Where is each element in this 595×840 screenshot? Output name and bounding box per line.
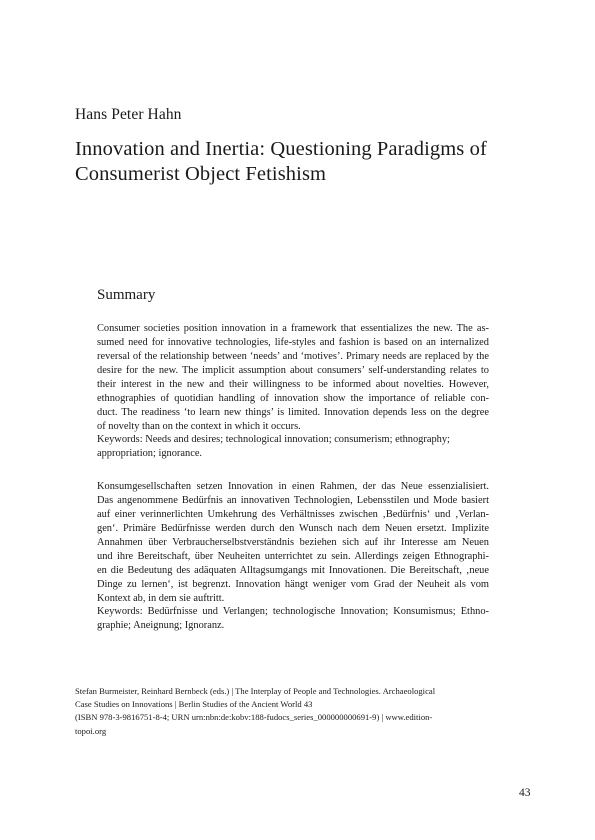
paper-title [75,137,535,187]
keywords-english [97,433,489,461]
text-line: Keywords: Needs and desires; technological innovation; consumerism; ethnography; [97,434,450,445]
text-line: sumed need for innovative technologies, life-styles and fashion is based on an internalized [97,337,489,349]
abstract-german-text [97,480,489,606]
keywords-german [97,605,489,633]
text-line: Keywords: Bedürfnisse und Verlangen; technologische Innovation; Konsumismus; Ethno- [97,606,489,617]
summary-heading: Summary [97,287,156,303]
text-line: und ihre Bereitschaft, über Neuheiten unterrichtet zu sein. Allerdings zeigen Ethnographi- [97,551,489,563]
text-line: appropriation; ignorance. [97,448,203,460]
text-line: their interest in the new and their willingness to be informed about novelties. However, [97,379,489,391]
text-line: gen‘. Primäre Bedürfnisse werden durch den Wunsch nach dem Neuen ersetzt. Implizite [97,523,489,535]
keywords-english-text [97,433,489,461]
keywords-german-text [97,605,489,633]
abstract-german [97,480,489,606]
citation-footnote [75,685,495,738]
text-line: graphie; Aneignung; Ignoranz. [97,620,225,632]
title-line: Innovation and Inertia: Questioning Paradigms of [75,138,487,160]
footnote-line: Stefan Burmeister, Reinhard Bernbeck (eds.) | The Interplay of People and Technologies. Archaeological [75,686,436,696]
text-line: duct. The readiness ‘to learn new things’ is limited. Innovation depends less on the degree [97,407,489,419]
text-line: Kontext ab, in dem sie auftritt. [97,593,225,605]
footnote-line: (ISBN 978-3-9816751-8-4; URN urn:nbn:de:kobv:188-fudocs_series_000000000691-9) | www.edition- [75,712,433,723]
text-line: Konsumgesellschaften setzen Innovation in einen Rahmen, der das Neue essenzialisiert. [97,481,489,492]
text-line: Das angenommene Bedürfnis an innovativen Technologien, Lebensstilen und Mode basiert [97,495,489,507]
text-line: Dinge zu lernen‘, ist begrenzt. Innovation hängt weniger vom Grad der Neuheit als vom [97,579,489,591]
text-line: Consumer societies position innovation in a framework that essentializes the new. The as- [97,323,489,334]
abstract-english [97,322,489,434]
text-line: ethnographies of quotidian handling of innovation show the importance of reliable con- [97,393,489,405]
text-line: of novelty than on the context in which it occurs. [97,421,301,433]
footnote-line: topoi.org [75,725,107,736]
title-line: Consumerist Object Fetishism [75,163,327,185]
text-line: reversal of the relationship between ‘needs’ and ‘motives’. Primary needs are replaced by the [97,351,489,363]
abstract-english-text [97,322,489,434]
text-line: Annahmen über Verbraucherselbstverständnis beziehen sich auf ihr Interesse am Neuen [97,537,489,549]
text-line: en die Bedeutung des adäquaten Alltagsumgangs mit Innovationen. Die Bereitschaft, ‚neue [97,565,489,577]
footnote-line: Case Studies on Innovations | Berlin Studies of the Ancient World 43 [75,699,313,710]
text-line: desire for the new. The implicit assumption about consumers’ self-understanding relates to [97,365,489,377]
page-number: 43 [519,787,531,799]
text-line: auf einer verinnerlichten Umkehrung des Verhältnisses zwischen ‚Bedürfnis‘ und ‚Verlan- [97,509,489,521]
author-name: Hans Peter Hahn [75,106,182,123]
